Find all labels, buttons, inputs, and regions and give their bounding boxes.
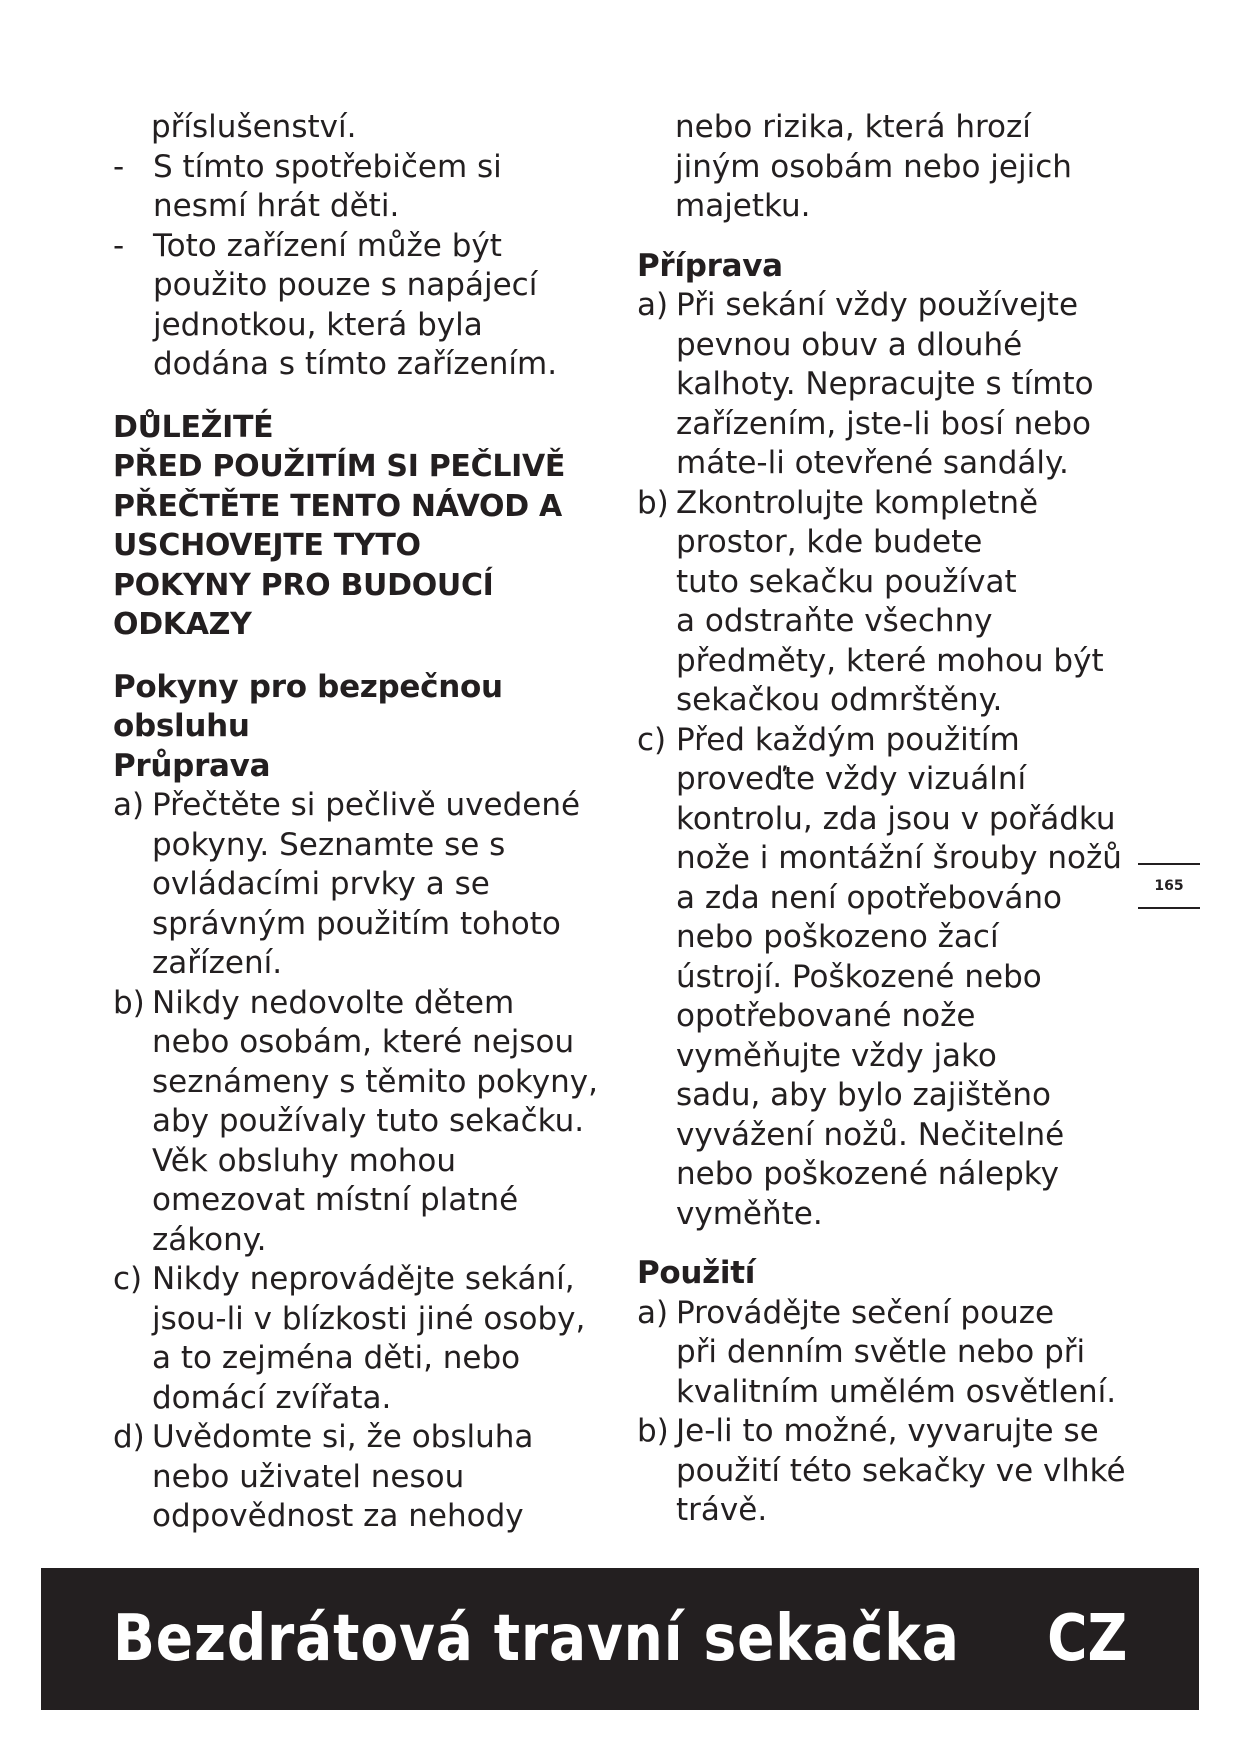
text-line: zařízení.	[152, 945, 283, 981]
text-line: vyvážení nožů. Nečitelné	[676, 1116, 1065, 1153]
text-line: vyměňujte vždy jako	[676, 1037, 997, 1074]
text-line: trávě.	[676, 1492, 768, 1528]
list-item-marker: c)	[637, 721, 667, 758]
footer-title: Bezdrátová travní sekačka	[113, 1602, 960, 1676]
list-item-marker: -	[113, 148, 125, 185]
text-line: ústrojí. Poškozené nebo	[676, 958, 1042, 995]
list-item	[113, 227, 633, 385]
text-line: Nikdy neprovádějte sekání,	[152, 1261, 575, 1297]
footer-language-code: CZ	[1046, 1602, 1127, 1676]
text-line: ovládacími prvky a se	[152, 866, 490, 902]
text-line: a odstraňte všechny	[676, 603, 993, 639]
list-item	[113, 1260, 633, 1418]
page-number-rule-top	[1138, 863, 1200, 865]
text-line: obsluhu	[113, 708, 250, 744]
text-line: použito pouze s napájecí	[153, 267, 538, 303]
text-line: zákony.	[152, 1221, 267, 1258]
dash-list	[113, 148, 633, 385]
list-item-marker: a)	[637, 287, 669, 323]
text-line: nebo osobám, které nejsou	[152, 1024, 575, 1060]
list-item	[113, 1418, 633, 1537]
text-line: nebo uživatel nesou	[152, 1458, 465, 1495]
text-line: při denním světle nebo při	[676, 1334, 1086, 1370]
text-line: Toto zařízení může být	[153, 227, 502, 264]
text-line: sadu, aby bylo zajištěno	[676, 1077, 1051, 1113]
text-line: Před každým použitím	[676, 721, 1020, 758]
text-line: tuto sekačku používat	[676, 563, 1017, 600]
text-line: zařízením, jste-li bosí nebo	[676, 405, 1092, 442]
text-line: Při sekání vždy používejte	[676, 287, 1079, 323]
right-column	[637, 108, 1137, 1531]
page-number: 165	[1154, 878, 1184, 894]
text-line: POKYNY PRO BUDOUCÍ	[113, 567, 494, 603]
text-line: PŘED POUŽITÍM SI PEČLIVĚ	[113, 449, 566, 484]
text-line: nože i montážní šrouby nožů	[676, 840, 1122, 876]
use-items-list	[637, 1294, 1137, 1531]
text-line: USCHOVEJTE TYTO	[113, 528, 421, 563]
list-item-marker: b)	[637, 1413, 669, 1449]
continuation-text	[637, 108, 1137, 227]
text-line: seznámeny s těmito pokyny,	[152, 1063, 598, 1100]
text-line: a to zejména děti, nebo	[152, 1340, 521, 1376]
text-line: nebo poškozeno žací	[676, 919, 999, 955]
text-line: vyměňte.	[676, 1195, 823, 1232]
text-line: majetku.	[675, 188, 811, 224]
list-item	[637, 1294, 1137, 1413]
text-line: předměty, které mohou být	[676, 642, 1104, 679]
list-item	[113, 148, 633, 227]
text-line: S tímto spotřebičem si	[153, 148, 502, 185]
text-line: jiným osobám nebo jejich	[675, 148, 1072, 185]
section-title-preparation: Příprava	[637, 247, 783, 284]
text-line: nesmí hrát děti.	[153, 188, 400, 224]
page-number-rule-bottom	[1138, 907, 1200, 909]
list-item-marker: -	[113, 227, 125, 264]
list-item-marker: d)	[113, 1419, 145, 1455]
text-line: omezovat místní platné	[152, 1182, 519, 1218]
list-item-marker: a)	[113, 787, 145, 823]
text-line: Zkontrolujte kompletně	[676, 484, 1039, 521]
text-line: dodána s tímto zařízením.	[153, 346, 558, 382]
list-item-marker: c)	[113, 1261, 143, 1297]
text-line: ODKAZY	[113, 607, 252, 642]
list-item	[113, 984, 633, 1261]
safety-items-list	[113, 786, 633, 1537]
text-line: použití této sekačky ve vlhké	[676, 1452, 1126, 1489]
text-line: správným použitím tohoto	[152, 905, 561, 942]
text-line: PŘEČTĚTE TENTO NÁVOD A	[113, 488, 562, 524]
text-line: Pokyny pro bezpečnou	[113, 668, 503, 705]
list-item	[637, 721, 1137, 1235]
text-line: odpovědnost za nehody	[152, 1498, 524, 1534]
text-line: Věk obsluhy mohou	[152, 1142, 457, 1179]
left-column	[113, 108, 633, 1537]
text-line: Je-li to možné, vyvarujte se	[676, 1413, 1099, 1449]
text-line: kontrolu, zda jsou v pořádku	[676, 800, 1116, 837]
text-line: máte-li otevřené sandály.	[676, 445, 1069, 481]
preparation-items-list	[637, 286, 1137, 1234]
text-line: Nikdy nedovolte dětem	[152, 984, 515, 1021]
text-line: Provádějte sečení pouze	[676, 1294, 1055, 1331]
text-line: Přečtěte si pečlivě uvedené	[152, 787, 581, 823]
list-item-marker: a)	[637, 1294, 669, 1331]
list-item-marker: b)	[637, 484, 669, 521]
text-line: aby používaly tuto sekačku.	[152, 1103, 585, 1139]
text-line: proveďte vždy vizuální	[676, 761, 1027, 797]
text-line: nebo rizika, která hrozí	[675, 109, 1031, 145]
text-line: kalhoty. Nepracujte s tímto	[676, 366, 1094, 402]
list-item	[637, 286, 1137, 484]
text-line: pevnou obuv a dlouhé	[676, 326, 1023, 363]
list-item	[113, 786, 633, 984]
text-line: Uvědomte si, že obsluha	[152, 1419, 534, 1455]
text-line: DŮLEŽITÉ	[113, 409, 274, 445]
list-item-marker: b)	[113, 984, 145, 1021]
section-title-use: Použití	[637, 1255, 756, 1291]
text-line: sekačkou odmrštěny.	[676, 682, 1003, 718]
text-line: domácí zvířata.	[152, 1379, 392, 1416]
text-line: kvalitním umělém osvětlení.	[676, 1373, 1117, 1410]
text-line: prostor, kde budete	[676, 524, 983, 560]
important-notice	[113, 408, 633, 645]
continuation-line: příslušenství.	[151, 109, 357, 145]
text-line: jsou-li v blízkosti jiné osoby,	[152, 1300, 586, 1337]
subsection-title-training: Průprava	[113, 747, 271, 784]
text-line: a zda není opotřebováno	[676, 879, 1062, 916]
list-item	[637, 484, 1137, 721]
list-item	[637, 1412, 1137, 1531]
footer-bar	[41, 1568, 1199, 1710]
section-title-safety	[113, 668, 633, 747]
text-line: nebo poškozené nálepky	[676, 1156, 1059, 1192]
text-line: jednotkou, která byla	[153, 306, 483, 343]
text-line: pokyny. Seznamte se s	[152, 826, 506, 863]
text-line: opotřebované nože	[676, 998, 976, 1034]
